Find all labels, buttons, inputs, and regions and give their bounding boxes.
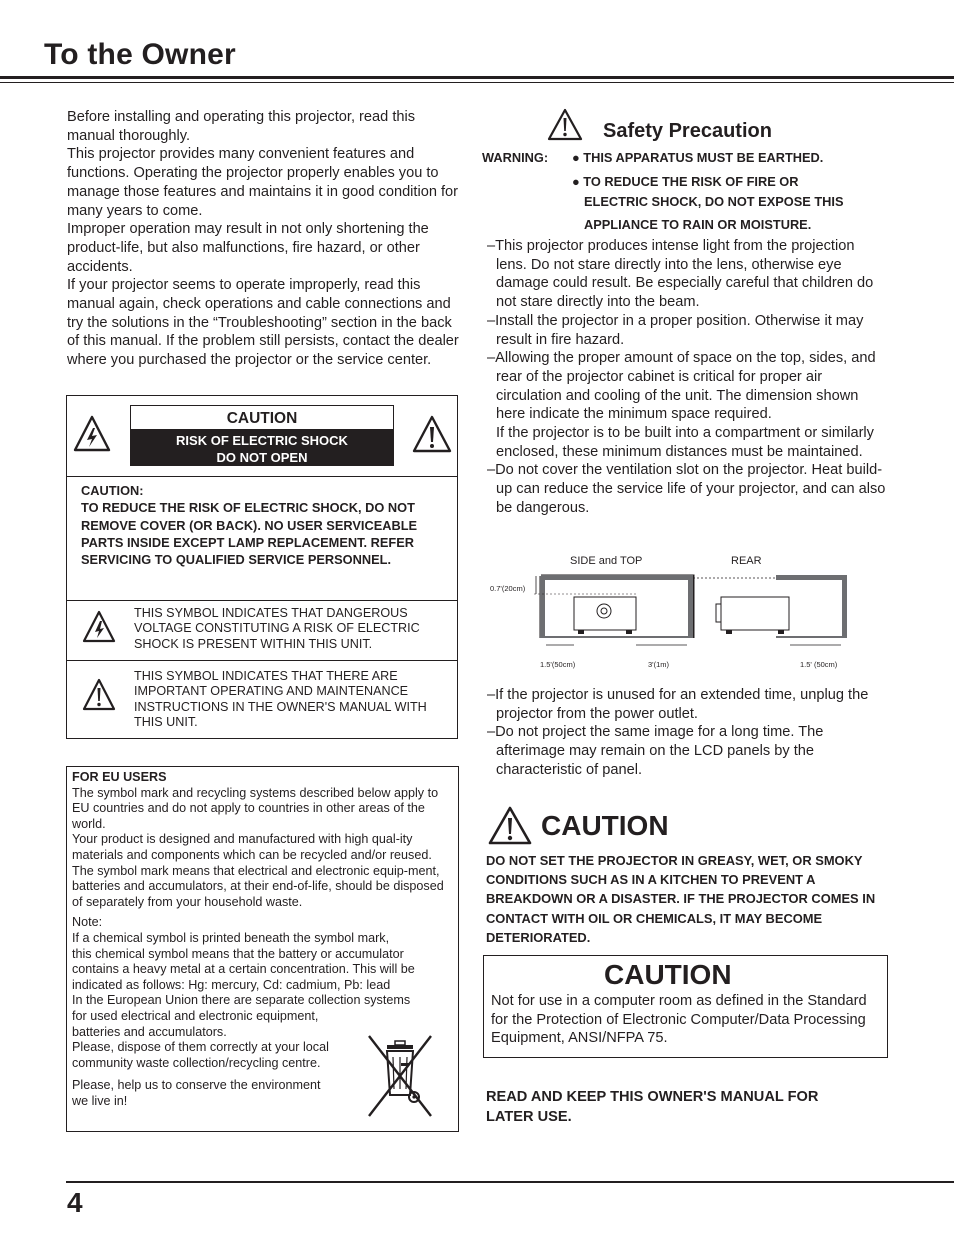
divider: [67, 660, 457, 661]
intro-paragraph: Improper operation may result in not only shortening the product-life, but also malfunctions, fire hazard, or other accidents.: [67, 221, 429, 275]
safety-bullet: –Allowing the proper amount of space on the top, sides, and rear of the projector cabinet is critical for proper air circulation and cooling of the unit. The dimension shown here indicate the minimum space required.: [487, 350, 876, 423]
symbol-instructions-text: THIS SYMBOL INDICATES THAT THERE ARE IMPORTANT OPERATING AND MAINTENANCE INSTRUCTIONS IN THE OWNER'S MANUAL WITH THIS UNIT.: [134, 669, 427, 729]
header-rule: [0, 76, 954, 79]
safety-bullet: –Install the projector in a proper position. Otherwise it may result in fire hazard.: [487, 312, 864, 348]
safety-bullet: –This projector produces intense light from the projection lens. Do not stare directly into the lens, otherwise eye damage could result. Be especially careful that children do not stare directly into the beam.: [487, 238, 874, 311]
safety-bullet: –If the projector is unused for an extended time, unplug the projector from the power outlet.: [487, 687, 869, 722]
eu-paragraph: Your product is designed and manufactured with high qual-ity materials and components which can be recycled and/or reused.: [72, 832, 432, 862]
clearance-diagram: [488, 548, 888, 676]
eu-dispose-line: Please, dispose of them correctly at your local: [72, 1040, 329, 1055]
caution-warning-icon: [488, 806, 532, 846]
caution-box: [66, 395, 458, 739]
eu-dispose-line: batteries and accumulators.: [72, 1024, 227, 1039]
diagram-label-rear: REAR: [731, 555, 762, 567]
divider: [67, 600, 457, 601]
safety-bullets: [487, 237, 887, 518]
risk-shock-text: RISK OF ELECTRIC SHOCK: [176, 433, 348, 448]
eu-dispose-line: community waste collection/recycling centre.: [72, 1055, 321, 1070]
safety-bullet: –Do not project the same image for a long time. The afterimage may remain on the LCD panels by the characteristic of panel.: [487, 724, 824, 778]
dim-top-label: 0.7'(20cm): [490, 584, 526, 593]
eu-paragraph: The symbol mark means that electrical and electronic equip-ment, batteries and accumulators, at their end-of-life, should be disposed of separately from your household waste.: [72, 863, 444, 909]
warning-label: WARNING:: [482, 150, 549, 165]
dim-side-label: 1.5'(50cm): [540, 660, 576, 669]
eu-note-line: this chemical symbol means that the battery or accumulator: [72, 946, 404, 961]
intro-paragraph: This projector provides many convenient features and functions. Operating the projector properly enables you to manage those features and maintains it in good condition for many years to come.: [67, 146, 459, 219]
warning-earthed: ● THIS APPARATUS MUST BE EARTHED.: [572, 150, 824, 165]
warning-fire-line: ELECTRIC SHOCK, DO NOT EXPOSE THIS: [584, 194, 844, 209]
caution-greasy-text: DO NOT SET THE PROJECTOR IN GREASY, WET, OR SMOKY CONDITIONS SUCH AS IN A KITCHEN TO PREVENT A BREAKDOWN OR A DISASTER. IF THE PROJECTOR COMES IN CONTACT WITH OIL OR CHEMICALS, IT MAY BECOME DETERIORATED.: [486, 853, 876, 945]
caution-text-title: CAUTION:: [81, 483, 144, 498]
caution-heading: CAUTION: [541, 810, 669, 841]
dim-front-label: 3'(1m): [648, 660, 670, 669]
intro-paragraph: Before installing and operating this projector, read this manual thoroughly.: [67, 109, 416, 144]
warning-fire-line: ● TO REDUCE THE RISK OF FIRE OR: [572, 174, 799, 189]
safety-title: Safety Precaution: [603, 120, 772, 142]
eu-note-line: In the European Union there are separate collection systems: [72, 993, 411, 1008]
eu-conserve-line: we live in!: [72, 1093, 128, 1108]
eu-title: FOR EU USERS: [72, 770, 167, 784]
safety-bullets-2: [487, 686, 887, 780]
crossed-bin-icon: [365, 1033, 435, 1123]
safety-bullet-continued: If the projector is to be built into a compartment or similarly enclosed, these minimum distances must be maintained.: [496, 425, 874, 460]
eu-dispose-line: for used electrical and electronic equipment,: [72, 1008, 319, 1023]
exclamation-symbol-icon: [81, 677, 117, 713]
header-rule-thin: [0, 82, 954, 83]
warning-fire-line: APPLIANCE TO RAIN OR MOISTURE.: [584, 217, 812, 232]
page-title: To the Owner: [44, 38, 236, 71]
divider: [67, 476, 457, 477]
eu-note-label: Note:: [72, 915, 103, 930]
diagram-label-side-top: SIDE and TOP: [570, 555, 643, 567]
eu-note-line: indicated as follows: Hg: mercury, Cd: cadmium, Pb: lead: [72, 977, 391, 992]
caution-box-text: Not for use in a computer room as defined in the Standard for the Protection of Electronic Computer/Data Processing Equipment, ANSI/NFPA 75.: [491, 993, 867, 1047]
caution-label-dark: [131, 429, 393, 465]
eu-conserve-line: Please, help us to conserve the environment: [72, 1078, 321, 1093]
eu-users-box: [66, 766, 459, 1132]
eu-paragraph: The symbol mark and recycling systems described below apply to EU countries and do not apply to countries in other areas of the world.: [72, 785, 439, 831]
do-not-open-text: DO NOT OPEN: [216, 450, 308, 465]
safety-warning-icon: [547, 108, 583, 142]
intro-paragraph: If your projector seems to operate improperly, read this manual again, check operations and cable connections and try the solutions in the “Troubleshooting” section in the back of this manual. If the problem still persists, contact the dealer where you purchased the projector or the service center.: [67, 277, 459, 369]
lightning-warning-icon: [72, 414, 112, 454]
eu-note-line: contains a heavy metal at a certain concentration. This will be: [72, 962, 415, 977]
lightning-symbol-icon: [81, 609, 117, 645]
footer-rule: [66, 1181, 954, 1183]
caution-label-title: CAUTION: [226, 410, 298, 427]
intro-text: [67, 108, 462, 370]
page-number: 4: [67, 1187, 83, 1218]
safety-bullet: –Do not cover the ventilation slot on the projector. Heat build-up can reduce the service life of your projector, and can also be dangerous.: [487, 462, 886, 516]
eu-note-line: If a chemical symbol is printed beneath the symbol mark,: [72, 930, 390, 945]
exclamation-warning-icon: [411, 414, 453, 456]
caution-box-heading: CAUTION: [604, 959, 732, 990]
dim-rear-label: 1.5' (50cm): [800, 660, 838, 669]
caution-computer-room-box: [483, 955, 888, 1058]
caution-text-body: TO REDUCE THE RISK OF ELECTRIC SHOCK, DO NOT REMOVE COVER (OR BACK). NO USER SERVICEABLE PARTS INSIDE EXCEPT LAMP REPLACEMENT. REFER SERVICING TO QUALIFIED SERVICE PERSONNEL.: [81, 500, 418, 568]
read-keep-note: READ AND KEEP THIS OWNER'S MANUAL FOR LATER USE.: [486, 1089, 819, 1125]
symbol-voltage-text: THIS SYMBOL INDICATES THAT DANGEROUS VOLTAGE CONSTITUTING A RISK OF ELECTRIC SHOCK IS PRESENT WITHIN THIS UNIT.: [134, 606, 420, 651]
caution-label-panel: [130, 405, 394, 466]
caution-text-block: [81, 482, 451, 568]
